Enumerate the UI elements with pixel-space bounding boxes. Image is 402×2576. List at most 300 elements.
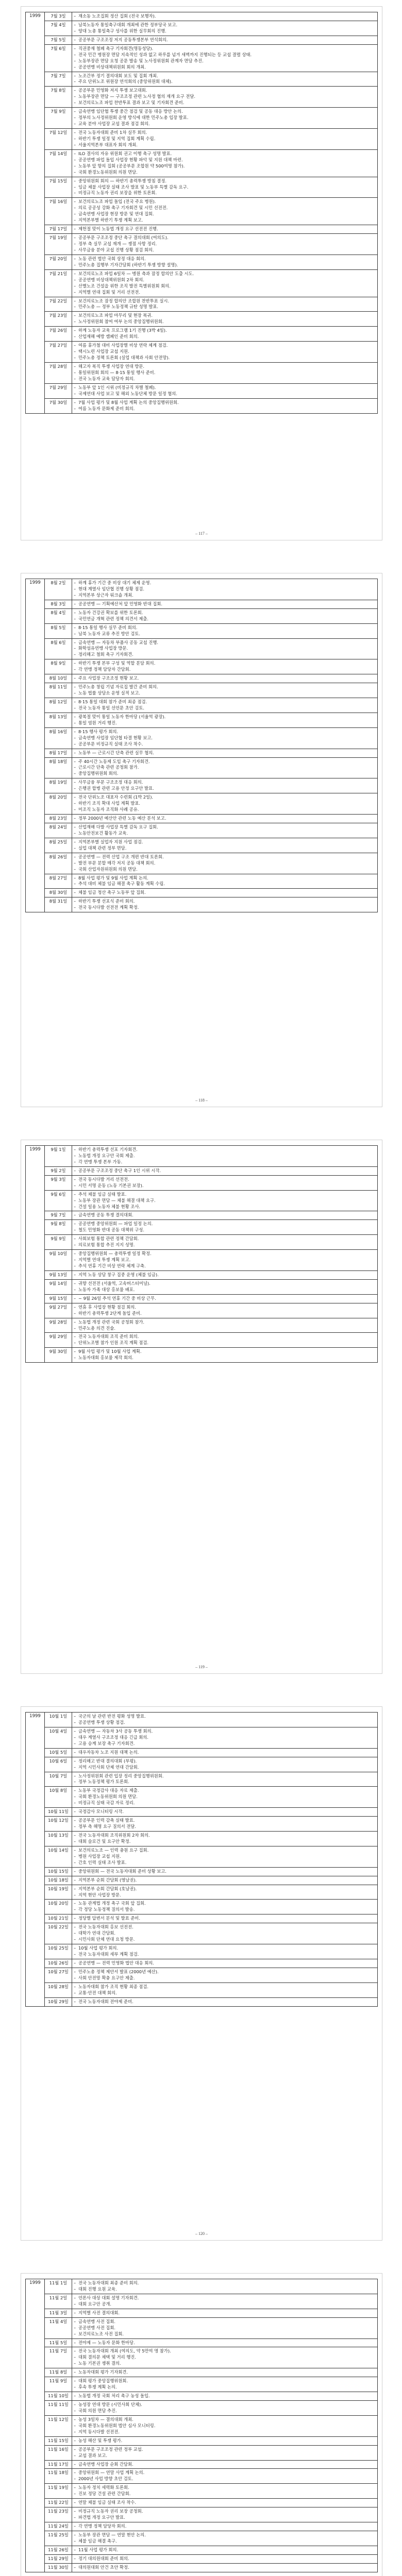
event-cell [72,1713,378,1727]
date-cell: 10월 18일 [45,1876,72,1885]
event-list [74,1212,376,1218]
event-item: – 재소동 노조집회 정산 집회 (전국 보행자). [74,13,376,19]
event-list [74,199,376,223]
event-item: – 중앙위원회 — 연말 사업 계획 논의. [74,2470,376,2476]
event-cell [72,2377,378,2392]
event-item: – 철도 민영화 반대 공동 대책위 구성. [74,1227,376,1233]
table-row [26,2401,378,2416]
event-item: – 통일 염원 거리 행진. [74,720,376,726]
date-cell: 8월 17일 [45,749,72,757]
table-row [26,1279,378,1294]
event-list [74,1901,376,1912]
event-list [74,714,376,726]
table-row [26,225,378,234]
event-list [74,1916,376,1921]
date-cell: 7월 20일 [45,255,72,269]
date-cell: 11월 3일 [45,2309,72,2317]
event-item: – 제헌절 맞이 노동법 개정 요구 선전전 진행. [74,226,376,232]
event-item: – 시민사회 단체 연대 요청 방문. [74,1937,376,1942]
event-cell [72,1959,378,1968]
event-item: – 대회 진행 요원 교육. [74,2286,376,2292]
event-item: – 민주노총 의견 진술. [74,1326,376,1331]
event-list [74,1758,376,1770]
event-cell [72,12,378,21]
event-item: – 비정규직 노동자 권리 보장 공청회. [74,2509,376,2514]
event-item: – 연말 체불 임금 실태 조사 착수. [74,2500,376,2505]
table-row [26,1832,378,1846]
event-item: – 건설 일용 노동자 체불 현황 조사. [74,1204,376,1210]
event-item: – 금속연맹 공동 투쟁 결의대회. [74,1212,376,1218]
event-list [74,313,376,325]
table-row [26,1748,378,1757]
date-cell: 8월 11일 [45,683,72,698]
event-list [74,2295,376,2307]
event-item: – 파견법 개정 요구안 발표. [74,2515,376,2520]
event-item: – 노동 관련 법안 국회 상정 대응 회의. [74,256,376,262]
date-cell: 7월 4일 [45,21,72,36]
event-cell [72,2546,378,2554]
event-item: – 지역본부 상근자 워크숍 개최. [74,592,376,598]
event-item: – 노동부 국정감사 대응 자료 제출. [74,1788,376,1793]
event-item: – 공공연맹 파업 돌입 사업장 현황 파악 및 지원 대책 마련. [74,157,376,163]
event-cell [72,1923,378,1944]
event-cell [72,177,378,198]
event-item: – 택시노련 사업장 교섭 지원. [74,349,376,354]
date-cell: 11월 17일 [45,2460,72,2469]
event-cell [72,579,378,600]
event-item: – 사회보험 통합 관련 정책 간담회. [74,1236,376,1242]
date-cell: 9월 30일 [45,1348,72,1363]
event-list [74,1296,376,1301]
table-row [26,1235,378,1250]
event-item: – 지역본부별 실업자 지원 사업 점검. [74,839,376,845]
event-item: – 농성 3일차 — 결의대회 개최. [74,2417,376,2422]
event-list [74,2447,376,2459]
event-cell [72,1900,378,1914]
date-cell: 8월 5일 [45,623,72,638]
event-cell [72,2507,378,2522]
event-list [74,328,376,340]
table-row [26,815,378,823]
event-item: – 각 연맹 정책 담당자 간담회. [74,667,376,672]
event-item: – 정기 대의원대회 준비 회의. [74,2556,376,2562]
date-cell: 9월 8일 [45,1220,72,1235]
event-cell [72,1944,378,1959]
date-cell: 8월 10일 [45,674,72,683]
table-row [26,198,378,225]
date-cell: 10월 7일 [45,1772,72,1787]
event-list [74,1869,376,1874]
event-list [74,675,376,681]
table-row [26,2347,378,2368]
date-cell: 8월 4일 [45,608,72,623]
event-cell [72,1279,378,1294]
event-item: – 체불 임금 청산 촉구 노동부 앞 집회. [74,890,376,895]
date-cell: 11월 22일 [45,2499,72,2507]
event-cell [72,623,378,638]
event-item: – ILO 결사의 자유 위원회 권고 이행 촉구 성명 발표. [74,151,376,157]
event-list [74,2523,376,2529]
event-item: – 중앙위원회 회의 — 하반기 총력투쟁 방침 결정. [74,178,376,184]
table-row [26,1146,378,1167]
event-item: – 전국 노동자대회 준비 1차 실무 회의. [74,130,376,135]
table-row [26,1333,378,1348]
event-item: – 공공연맹 투쟁 상황 점검. [74,1720,376,1725]
event-item: – 대회 결의문 채택 및 거리 행진. [74,2354,376,2360]
date-cell: 11월 2일 [45,2294,72,2309]
event-item: – 하반기 투쟁 일정 및 지역 집회 계획 수립. [74,136,376,142]
event-item: – 대의원대회 안건 초안 확정. [74,2565,376,2570]
event-cell [72,2531,378,2546]
year-cell: 1999 [26,2279,45,2572]
date-cell: 7월 22일 [45,297,72,312]
event-item: – 금속연맹 사업장 임단협 타결 현황 보고. [74,735,376,741]
event-item: – 노동부 앞 항의 집회 (공공부문 조합원 약 500여명 참가). [74,163,376,169]
page-content [25,579,378,912]
date-cell: 11월 18일 [45,2469,72,2484]
date-cell: 8월 2일 [45,579,72,600]
table-row [26,1294,378,1303]
event-item: – 미조직 노동자 조직화 사례 공유. [74,807,376,812]
event-item: – 공공부문 구조조정 중단 촉구 결의대회 (여의도). [74,235,376,241]
date-cell: 11월 23일 [45,2507,72,2522]
event-cell [72,713,378,727]
event-cell [72,1876,378,1885]
date-cell: 7월 19일 [45,234,72,255]
table-row [26,683,378,698]
event-item: – 지역별 연대 투쟁 계획 보고. [74,1257,376,1263]
table-row [26,2338,378,2347]
table-row [26,2279,378,2294]
event-item: – 공공부문 구조조정 관련 정부 교섭. [74,2447,376,2452]
event-item: – 의료보험 통합 추진 지지 성명. [74,1242,376,1248]
event-cell [72,383,378,398]
table-row [26,579,378,600]
event-item: – 노사정위원회 참여 여부 논의 중앙집행위원회. [74,319,376,325]
date-cell: 10월 26일 [45,1959,72,1968]
event-item: – 공공부문 구조조정 저지 공동투쟁본부 연석회의. [74,37,376,43]
event-cell [72,44,378,72]
event-item: – 국정감사 모니터링 시작. [74,1809,376,1815]
event-item: – 중앙집행위원회 회의. [74,771,376,776]
event-item: – 체불 임금 해결 촉구. [74,2538,376,2544]
date-cell: 10월 28일 [45,1982,72,1997]
event-list [74,1349,376,1361]
table-row [26,698,378,713]
table-row [26,255,378,269]
table-row [26,1318,378,1333]
event-list [74,13,376,19]
event-list [74,2369,376,2375]
event-item: – 국회 산업자원위원회 의원 면담. [74,867,376,872]
event-list [74,226,376,232]
event-list [74,1281,376,1293]
event-list [74,22,376,34]
event-list [74,2310,376,2316]
event-item: – 의료 공공성 강화 촉구 기자회견 및 시민 선전전. [74,205,376,211]
date-cell: 11월 7일 [45,2347,72,2368]
event-item: – 광복절 맞이 통일 노동자 한마당 (서울역 광장). [74,714,376,720]
event-list [74,1886,376,1898]
table-row [26,1867,378,1876]
event-list [74,580,376,598]
date-cell: 9월 15일 [45,1294,72,1303]
page-content [25,1712,378,2007]
date-cell: 9월 29일 [45,1333,72,1348]
event-cell [72,1832,378,1846]
table-row [26,1944,378,1959]
table-row [26,297,378,312]
date-cell: 8월 23일 [45,815,72,823]
event-item: – 공공연맹 비상대책위원회 2차 회의. [74,277,376,283]
event-list [74,2509,376,2520]
event-cell [72,1175,378,1190]
event-item: – 공공연맹 비상대책위원회 회의 개최. [74,64,376,70]
event-item: – 교통·안전 대책 회의. [74,1990,376,1996]
event-item: – 전국 노동자대회 홍보 선전전. [74,1924,376,1930]
event-list [74,1945,376,1957]
event-item: – 공공연맹 — 기획예산처 앞 민영화 반대 집회. [74,601,376,607]
date-cell: 7월 3일 [45,12,72,21]
table-row [26,838,378,853]
event-item: – 교육 분야 사업장 교섭 결과 점검 회의. [74,121,376,127]
date-cell: 8월 6일 [45,638,72,659]
event-cell [72,1166,378,1175]
event-list [74,794,376,812]
date-cell: 9월 1일 [45,1146,72,1167]
event-cell [72,2317,378,2338]
event-list [74,750,376,756]
event-cell [72,1270,378,1279]
event-item: – 8·15 통일 행사 실무 준비 회의. [74,625,376,631]
table-row [26,1808,378,1817]
event-item: – 귀향 선전전 (서울역, 고속버스터미널). [74,1281,376,1286]
table-row [26,713,378,727]
event-item: – 사무금융 분야 교섭 진행 상황 점검 회의. [74,247,376,253]
event-item: – 2000년 사업 방향 초안 검토. [74,2476,376,2482]
event-cell [72,2392,378,2401]
event-list [74,1714,376,1725]
event-item: – 지역별 사전 결의대회. [74,2310,376,2316]
event-item: – 정리해고 철회 촉구 기자회견. [74,652,376,657]
event-item: – 중앙위원회 — 전국 노동자대회 준비 상황 보고. [74,1869,376,1874]
event-item: – 정부 측 실무 교섭 재개 — 쟁점 사항 정리. [74,241,376,247]
event-item: – 전국 노동자대회 전야제 준비. [74,1999,376,2005]
event-item: – 노동자대회 평가 기자회견. [74,2369,376,2375]
table-row [26,2392,378,2401]
event-list [74,2485,376,2497]
event-cell [72,683,378,698]
event-item: – 사무금융 부문 구조조정 대응 회의. [74,779,376,785]
table-row [26,2460,378,2469]
date-cell: 11월 12일 [45,2415,72,2436]
event-list [74,1969,376,1981]
event-list [74,2417,376,2435]
event-item: – 주 40시간 노동제 도입 촉구 기자회견. [74,759,376,765]
event-cell [72,757,378,778]
event-cell [72,823,378,838]
event-item: – 금속연맹 — 자동차 부품사 공동 교섭 진행. [74,640,376,646]
event-cell [72,838,378,853]
event-item: – 8·15 행사 평가 회의. [74,729,376,735]
event-cell [72,36,378,44]
event-cell [72,72,378,87]
event-list [74,298,376,310]
event-item: – 보건의료노조 파업 돌입 (전국 주요 병원). [74,199,376,205]
event-item: – 전국 노동자 교육 담당자 회의. [74,376,376,382]
event-cell [72,1250,378,1271]
table-row [26,269,378,297]
event-cell [72,312,378,327]
event-cell [72,778,378,793]
event-item: – 비정규직 노동자 권리 보장을 위한 토론회. [74,190,376,196]
table-row [26,1175,378,1190]
event-item: – 하계 노동자 교육 프로그램 1기 진행 (3박 4일). [74,328,376,333]
date-cell: 10월 27일 [45,1968,72,1982]
event-list [74,1319,376,1331]
table-row [26,823,378,838]
event-item: – 여름 휴가철 대비 사업장별 비상 연락 체계 점검. [74,343,376,348]
table-row [26,1876,378,1885]
table-row [26,398,378,413]
date-cell: 9월 10일 [45,1250,72,1271]
event-item: – 정부 측 해명 요구 질의서 전달. [74,1824,376,1829]
event-item: – 금속연맹 사업장 현장 방문 및 연대 집회. [74,211,376,217]
event-cell [72,87,378,108]
event-item: – 지역본부별 하반기 투쟁 계획 보고. [74,217,376,223]
event-list [74,2402,376,2414]
event-list [74,178,376,196]
table-row [26,1727,378,1748]
date-cell: 8월 24일 [45,823,72,838]
event-cell [72,2368,378,2377]
date-cell: 7월 27일 [45,342,72,363]
event-item: – 정부 노동정책 평가 토론회. [74,1779,376,1785]
table-row [26,72,378,87]
event-item: – 국민연금 개혁 관련 정책 의견서 제출. [74,616,376,622]
event-item: – 노동자 가족 대상 홍보물 배포. [74,1287,376,1293]
event-cell [72,2554,378,2563]
date-cell: 7월 8일 [45,87,72,108]
event-item: – 노조간부 정기 결의대회 보도 및 집회 개최. [74,73,376,79]
date-cell: 11월 29일 [45,2554,72,2563]
event-item: – 지역별 연대 집회 및 거리 선전전. [74,290,376,295]
event-cell [72,1808,378,1817]
event-list [74,1809,376,1815]
table-row [26,874,378,889]
event-list [74,400,376,412]
event-item: – 사회 안전망 확충 요구안 제출. [74,1975,376,1981]
date-cell: 8월 9일 [45,659,72,674]
event-item: – 보건의료노조 잠정 합의안 조합원 찬반투표 실시. [74,298,376,304]
table-row [26,327,378,342]
event-list [74,2470,376,2482]
event-item: – 10월 사업 평가 회의. [74,1945,376,1951]
event-item: – 농성장 연대 방문 (시민사회 단체). [74,2402,376,2408]
table-row [26,608,378,623]
event-list [74,2556,376,2562]
event-item: – 각 정당 노동정책 질의서 발송. [74,1907,376,1912]
event-item: – 11월 사업 평가 회의. [74,2547,376,2553]
event-item: – 금속연맹 사업장 순회 간담회. [74,2462,376,2467]
table-row [26,2368,378,2377]
table-row [26,1220,378,1235]
event-list [74,729,376,747]
event-list [74,1924,376,1942]
event-item: – 각 연맹 투쟁 본부 가동. [74,1159,376,1165]
table-row [26,1772,378,1787]
date-cell: 10월 11일 [45,1808,72,1817]
table-row [26,757,378,778]
date-cell: 8월 16일 [45,727,72,749]
event-cell [72,2563,378,2572]
date-cell: 7월 14일 [45,149,72,177]
event-cell [72,853,378,874]
date-cell: 11월 26일 [45,2546,72,2554]
event-item: – 전야제 — 노동자 문화 한마당. [74,2340,376,2346]
date-cell: 10월 25일 [45,1944,72,1959]
event-cell [72,815,378,823]
event-item: – 추석 체불 임금 실태 발표. [74,1192,376,1197]
event-item: – 8월 사업 평가 및 9월 사업 계획 논의. [74,875,376,881]
event-item: – 후속 투쟁 계획 논의. [74,2384,376,2390]
event-cell [72,1867,378,1876]
event-item: – 화학섬유연맹 사업장 방문. [74,646,376,651]
event-item: – 민주노총 창립 기념 자료집 발간 준비 회의. [74,684,376,690]
event-item: – 보건의료노조 파업 6일차 — 병원 측과 잠정 합의안 도출 시도. [74,271,376,277]
event-item: – 공공부문 구조조정 중단 촉구 1인 시위 시작. [74,1168,376,1174]
event-item: – 민주노총 집행부 기자간담회 (하반기 투쟁 방향 설명). [74,262,376,268]
event-cell [72,1235,378,1250]
event-cell [72,2338,378,2347]
event-cell [72,727,378,749]
event-list [74,875,376,887]
event-item: – 민주노총 정책 토론회 (실업 대책과 사회 안전망). [74,355,376,361]
event-item: – 양대 노총 통일축구 성사를 위한 실무회의 진행. [74,28,376,34]
event-list [74,854,376,872]
event-item: – 공공연맹 사전 집회. [74,2325,376,2331]
event-list [74,839,376,851]
event-cell [72,2484,378,2499]
event-cell [72,234,378,255]
date-cell: 10월 13일 [45,1832,72,1846]
document-page [21,1706,382,2241]
date-cell: 7월 28일 [45,362,72,383]
table-row [26,778,378,793]
event-item: – 대회 평가 중앙집행위원회. [74,2378,376,2384]
event-list [74,684,376,696]
event-item: – 지역본부 순회 간담회 (호남권). [74,1886,376,1892]
date-cell: 8월 20일 [45,793,72,815]
event-item: – 산업재해 다발 사업장 특별 감독 요구 집회. [74,824,376,830]
event-cell [72,1211,378,1220]
event-item: – ~ 9월 26일 추석 연휴 기간 중 비상 근무. [74,1296,376,1301]
event-item: – 금속연맹 임단협 투쟁 중간 점검 및 공동 대응 방안 논의. [74,109,376,114]
event-item: – 노동법 개정 요구안 국회 제출. [74,1153,376,1159]
event-cell [72,2401,378,2416]
table-row [26,44,378,72]
date-cell: 10월 21일 [45,1914,72,1923]
table-row [26,1846,378,1867]
date-cell: 11월 24일 [45,2522,72,2531]
date-cell: 9월 6일 [45,1190,72,1211]
table-row [26,2554,378,2563]
event-cell [72,2436,378,2445]
event-list [74,1177,376,1189]
event-item: – 주요 단위노조 위원장 연석회의 (중앙위원회 대체). [74,79,376,84]
table-row [26,234,378,255]
date-cell: 7월 6일 [45,44,72,72]
